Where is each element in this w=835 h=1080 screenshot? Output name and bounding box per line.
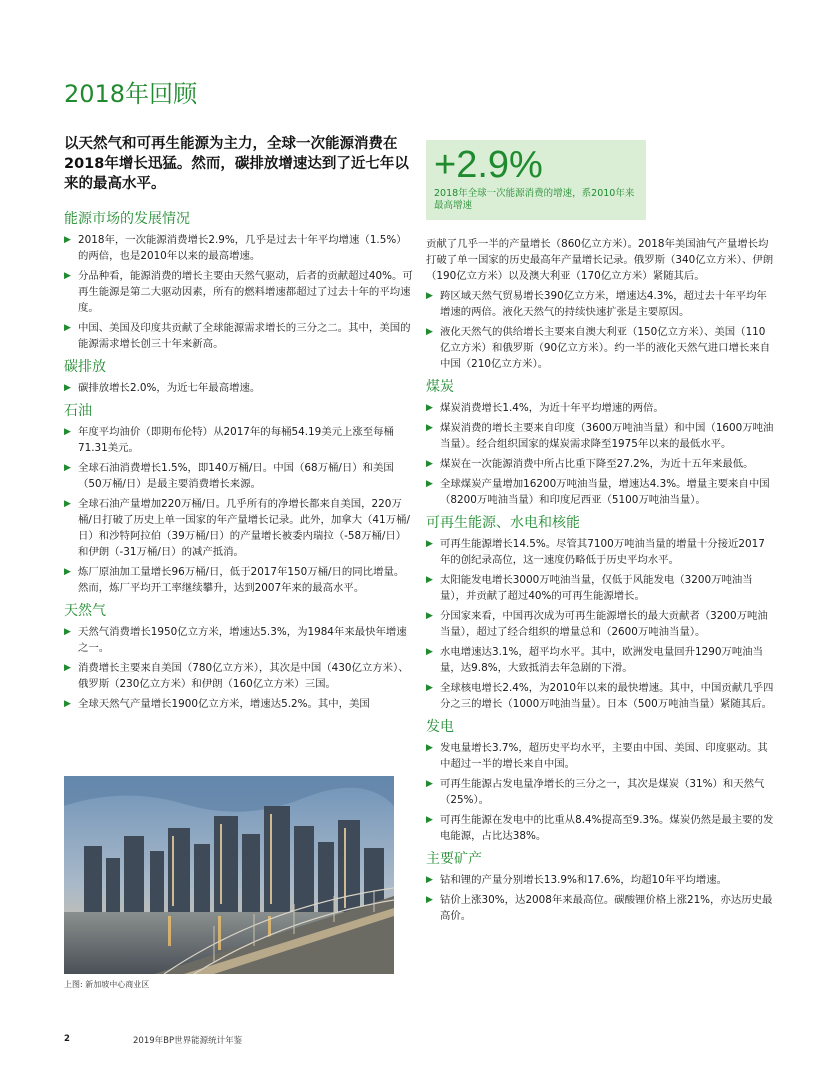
bullet-arrow-icon: ▶ [426,291,433,301]
bullet-arrow-icon: ▶ [64,627,71,637]
bullet-arrow-icon: ▶ [426,459,433,469]
renewables-list [426,536,774,712]
list-item: ▶ 2018年，一次能源消费增长2.9%，几乎是过去十年平均增速（1.5%）的两倍，也是2010年以来的最高增速。 [64,234,407,262]
bullet-arrow-icon: ▶ [426,403,433,413]
list-item: ▶ 跨区域天然气贸易增长390亿立方米，增速达4.3%，超过去十年平均年增速的两倍。液化天然气的持续快速扩张是主要原因。 [426,290,767,318]
list-item: ▶ 钴价上涨30%，达2008年来最高位。碳酸锂价格上涨21%，亦达历史最高价。 [426,894,773,922]
list-item: ▶ 全球煤炭产量增加16200万吨油当量，增速达4.3%。增量主要来自中国（8200万吨油当量）和印度尼西亚（5100万吨油当量）。 [426,478,770,506]
bullet-arrow-icon: ▶ [426,895,433,905]
page-title: 2018年回顾 [64,80,198,109]
list-item: ▶ 全球核电增长2.4%，为2010年以来的最快增速。其中，中国贡献几乎四分之三的增长（1000万吨油当量）。日本（500万吨油当量）紧随其后。 [426,682,774,710]
bullet-arrow-icon: ▶ [64,463,71,473]
section-heading-minerals: 主要矿产 [426,851,482,867]
bullet-arrow-icon: ▶ [64,271,71,281]
bullet-arrow-icon: ▶ [426,875,433,885]
gas-continued-text: 贡献了几乎一半的产量增长（860亿立方米）。2018年美国油气产量增长均打破了单一国家的历史最高年产量增长记录。俄罗斯（340亿立方米）、伊朗（190亿立方米）以及澳大利亚（170亿立方米）紧随其后。 [426,238,774,282]
singapore-skyline-photo [64,776,394,974]
highlight-box [426,140,646,220]
bullet-arrow-icon: ▶ [64,699,71,709]
list-item: ▶ 碳排放增长2.0%，为近七年最高增速。 [64,382,261,394]
list-item: ▶ 天然气消费增长1950亿立方米，增速达5.3%，为1984年来最快年增速之一。 [64,626,407,654]
section-heading-market: 能源市场的发展情况 [64,211,190,227]
bullet-arrow-icon: ▶ [64,567,71,577]
section-heading-coal: 煤炭 [426,379,454,395]
list-item: ▶ 年度平均油价（即期布伦特）从2017年的每桶54.19美元上涨至每桶71.31美元。 [64,426,394,454]
market-list [64,232,414,352]
section-heading-power: 发电 [426,719,454,735]
list-item: ▶ 消费增长主要来自美国（780亿立方米），其次是中国（430亿立方米）、俄罗斯（230亿立方米）和伊朗（160亿立方米）三国。 [64,662,409,690]
carbon-list [64,380,414,396]
list-item: ▶ 水电增速达3.1%，超平均水平。其中，欧洲发电量回升1290万吨油当量，达9.8%，大致抵消去年急剧的下滑。 [426,646,763,674]
bullet-arrow-icon: ▶ [426,479,433,489]
bullet-arrow-icon: ▶ [64,499,71,509]
list-item: ▶ 全球石油产量增加220万桶/日。几乎所有的净增长都来自美国，220万桶/日打破了历史上单一国家的年产量增长记录。此外，加拿大（41万桶/日）和沙特阿拉伯（39万桶/日）的产量增长被委内瑞拉（-58万桶/日）和伊朗（-31万桶/日）的减产抵消。 [64,498,410,558]
bullet-arrow-icon: ▶ [426,539,433,549]
list-item: ▶ 煤炭在一次能源消费中所占比重下降至27.2%，为近十五年来最低。 [426,458,754,470]
bullet-arrow-icon: ▶ [426,611,433,621]
bullet-arrow-icon: ▶ [426,779,433,789]
bullet-arrow-icon: ▶ [64,323,71,333]
section-heading-oil: 石油 [64,403,92,419]
photo-caption: 上图: 新加坡中心商业区 [64,980,150,989]
bullet-arrow-icon: ▶ [64,663,71,673]
list-item: ▶ 太阳能发电增长3000万吨油当量，仅低于风能发电（3200万吨油当量），并贡献了超过40%的可再生能源增长。 [426,574,753,602]
bullet-arrow-icon: ▶ [426,743,433,753]
highlight-description: 2018年全球一次能源消费的增速，系2010年来最高增速 [434,188,635,211]
publication-title: 2019年BP世界能源统计年鉴 [133,1036,243,1046]
bullet-arrow-icon: ▶ [64,383,71,393]
list-item: ▶ 中国、美国及印度共贡献了全球能源需求增长的三分之二。其中，美国的能源需求增长创三十年来新高。 [64,322,411,350]
minerals-list [426,872,774,924]
bullet-arrow-icon: ▶ [64,235,71,245]
power-list [426,740,774,844]
list-item: ▶ 全球天然气产量增长1900亿立方米，增速达5.2%。其中，美国 [64,698,370,710]
bullet-arrow-icon: ▶ [426,327,433,337]
list-item: ▶ 钴和锂的产量分别增长13.9%和17.6%，均超10年平均增速。 [426,874,728,886]
section-heading-renewables: 可再生能源、水电和核能 [426,515,580,531]
list-item: ▶ 可再生能源占发电量净增长的三分之一，其次是煤炭（31%）和天然气（25%）。 [426,778,765,806]
gas-continued-list [426,288,774,372]
list-item: ▶ 煤炭消费增长1.4%，为近十年平均增速的两倍。 [426,402,664,414]
left-column [64,210,414,718]
bullet-arrow-icon: ▶ [426,647,433,657]
lead-paragraph: 以天然气和可再生能源为主力，全球一次能源消费在2018年增长迅猛。然而，碳排放增速达到了近七年以来的最高水平。 [64,136,409,192]
bullet-arrow-icon: ▶ [64,427,71,437]
page-number: 2 [64,1034,70,1044]
bullet-arrow-icon: ▶ [426,683,433,693]
list-item: ▶ 全球石油消费增长1.5%，即140万桶/日。中国（68万桶/日）和美国（50万桶/日）是最主要消费增长来源。 [64,462,394,490]
list-item: ▶ 发电量增长3.7%，超历史平均水平，主要由中国、美国、印度驱动。其中超过一半的增长来自中国。 [426,742,768,770]
list-item: ▶ 液化天然气的供给增长主要来自澳大利亚（150亿立方米）、美国（110亿立方米）和俄罗斯（90亿立方米）。约一半的液化天然气进口增长来自中国（210亿立方米）。 [426,326,771,370]
list-item: ▶ 可再生能源增长14.5%。尽管其7100万吨油当量的增量十分接近2017年的创纪录高位，这一速度仍略低于历史平均水平。 [426,538,765,566]
bullet-arrow-icon: ▶ [426,423,433,433]
coal-list [426,400,774,508]
right-column [426,236,774,930]
list-item: ▶ 炼厂原油加工量增长96万桶/日，低于2017年150万桶/日的同比增量。然而，炼厂平均开工率继续攀升，达到2007年来的最高水平。 [64,566,405,594]
section-heading-gas: 天然气 [64,603,106,619]
list-item: ▶ 分国家来看，中国再次成为可再生能源增长的最大贡献者（3200万吨油当量），超过了经合组织的增量总和（2600万吨油当量）。 [426,610,768,638]
oil-list [64,424,414,596]
list-item: ▶ 分品种看，能源消费的增长主要由天然气驱动，后者的贡献超过40%。可再生能源是第二大驱动因素，所有的燃料增速都超过了过去十年的平均速度。 [64,270,413,314]
bullet-arrow-icon: ▶ [426,815,433,825]
list-item: ▶ 可再生能源在发电中的比重从8.4%提高至9.3%。煤炭仍然是最主要的发电能源，占比达38%。 [426,814,774,842]
section-heading-carbon: 碳排放 [64,359,106,375]
highlight-value: +2.9% [434,144,543,186]
gas-list [64,624,414,712]
bullet-arrow-icon: ▶ [426,575,433,585]
list-item: ▶ 煤炭消费的增长主要来自印度（3600万吨油当量）和中国（1600万吨油当量）。经合组织国家的煤炭需求降至1975年以来的最低水平。 [426,422,774,450]
